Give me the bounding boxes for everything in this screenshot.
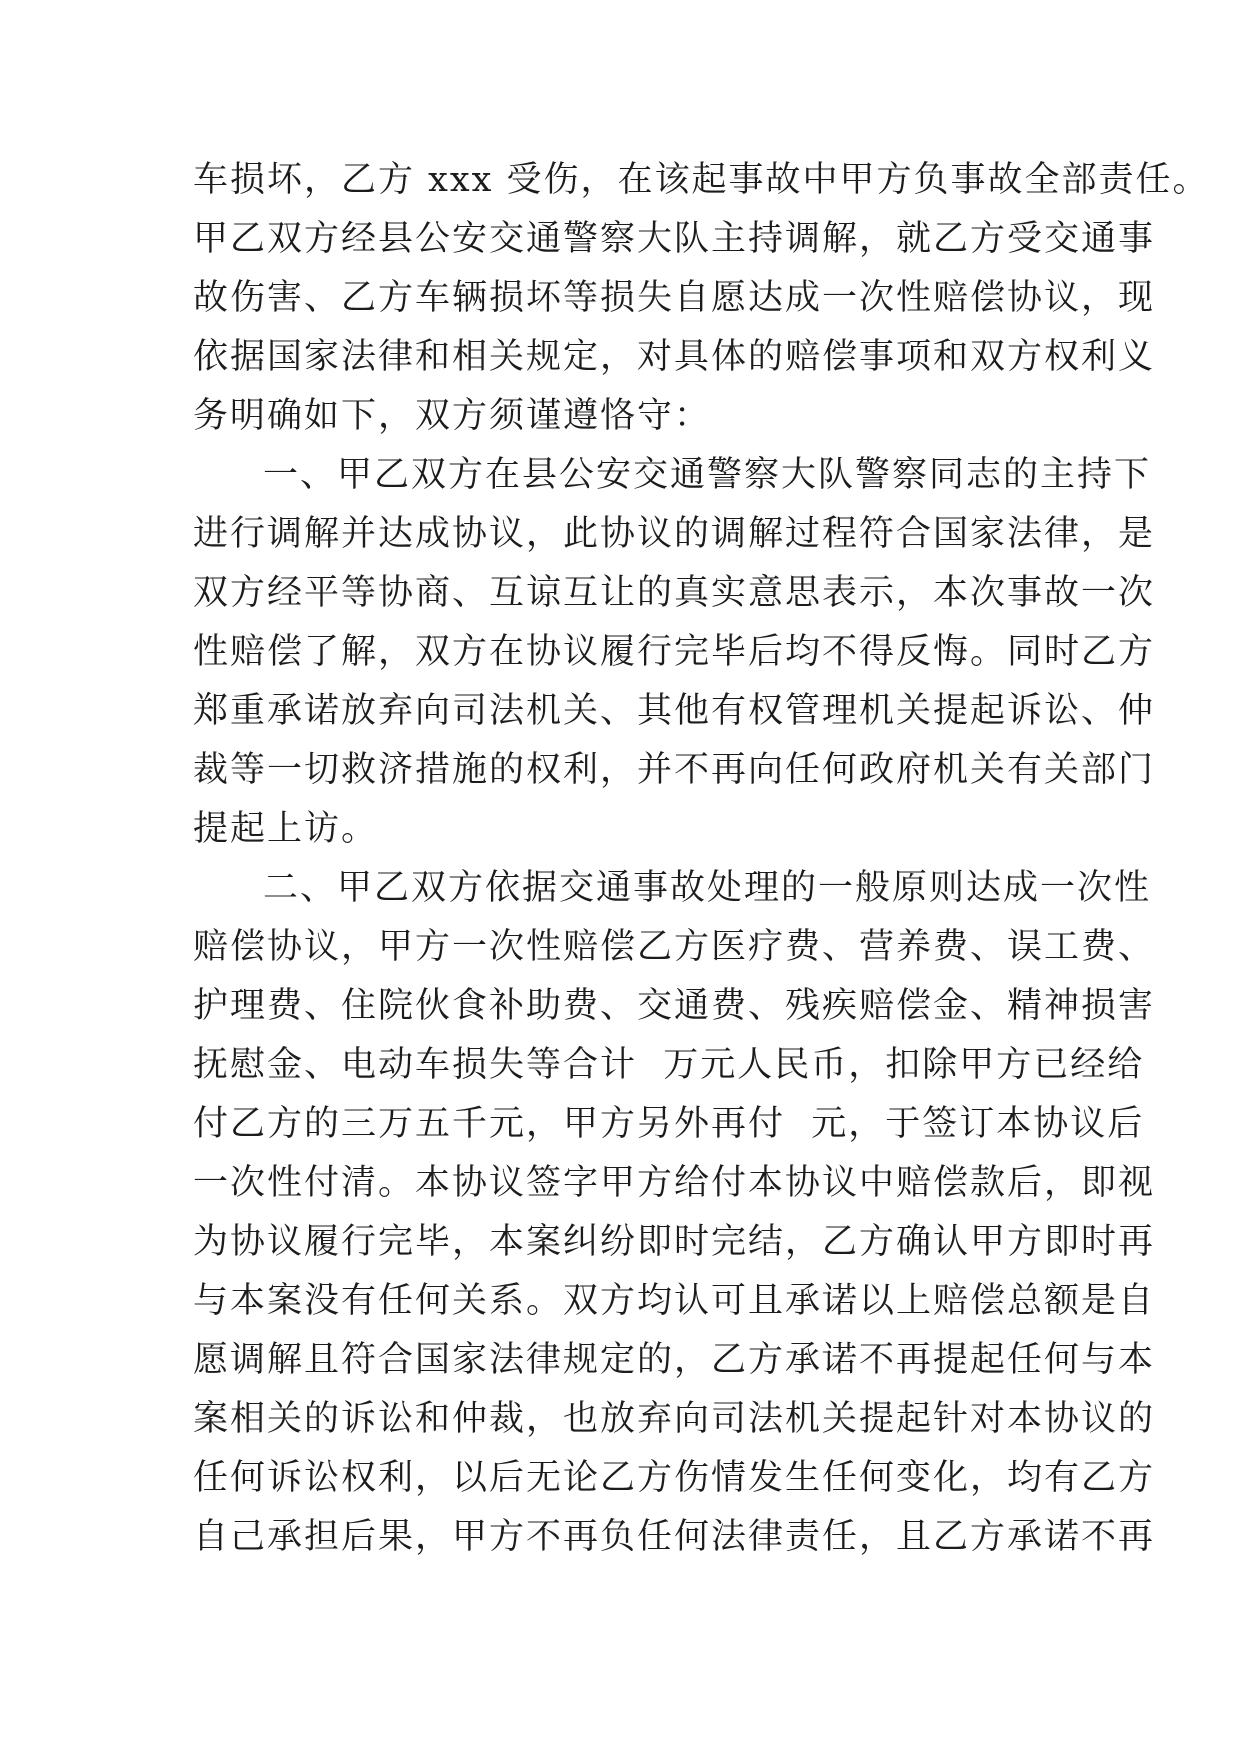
clause-one-first-line: 一、甲乙双方在县公安交通警察大队警察同志的主持下 <box>263 455 1152 495</box>
text-line: 双方经平等协商、互谅互让的真实意思表示，本次事故一次 <box>193 573 1156 613</box>
text-line: 付乙方的三万五千元，甲方另外再付 元，于签订本协议后 <box>193 1104 1145 1144</box>
text-line: 一次性付清。本协议签字甲方给付本协议中赔偿款后，即视 <box>193 1163 1156 1203</box>
text-line: 自己承担后果，甲方不再负任何法律责任，且乙方承诺不再 <box>193 1517 1156 1557</box>
text-line: 进行调解并达成协议，此协议的调解过程符合国家法律，是 <box>193 514 1156 554</box>
text-line: 车损坏，乙方 xxx 受伤，在该起事故中甲方负事故全部责任。 <box>193 160 1210 200</box>
text-line: 与本案没有任何关系。双方均认可且承诺以上赔偿总额是自 <box>193 1281 1156 1321</box>
text-line: 务明确如下，双方须谨遵恪守： <box>193 396 712 436</box>
text-line: 案相关的诉讼和仲裁，也放弃向司法机关提起针对本协议的 <box>193 1399 1156 1439</box>
text-line: 抚慰金、电动车损失等合计 万元人民币，扣除甲方已经给 <box>193 1045 1145 1085</box>
text-line: 依据国家法律和相关规定，对具体的赔偿事项和双方权利义 <box>193 337 1156 377</box>
text-line: 为协议履行完毕，本案纠纷即时完结，乙方确认甲方即时再 <box>193 1222 1156 1262</box>
text-line: 护理费、住院伙食补助费、交通费、残疾赔偿金、精神损害 <box>193 986 1156 1026</box>
text-line: 裁等一切救济措施的权利，并不再向任何政府机关有关部门 <box>193 750 1156 790</box>
agreement-body <box>193 151 1210 1567</box>
text-line: 甲乙双方经县公安交通警察大队主持调解，就乙方受交通事 <box>193 219 1156 259</box>
text-line: 性赔偿了解，双方在协议履行完毕后均不得反悔。同时乙方 <box>193 632 1156 672</box>
text-line: 赔偿协议，甲方一次性赔偿乙方医疗费、营养费、误工费、 <box>193 927 1156 967</box>
text-line: 故伤害、乙方车辆损坏等损失自愿达成一次性赔偿协议，现 <box>193 278 1156 318</box>
text-line: 愿调解且符合国家法律规定的，乙方承诺不再提起任何与本 <box>193 1340 1156 1380</box>
clause-two-first-line: 二、甲乙双方依据交通事故处理的一般原则达成一次性 <box>263 868 1152 908</box>
text-line: 提起上访。 <box>193 809 379 849</box>
text-line: 任何诉讼权利，以后无论乙方伤情发生任何变化，均有乙方 <box>193 1458 1156 1498</box>
text-line: 郑重承诺放弃向司法机关、其他有权管理机关提起诉讼、仲 <box>193 691 1156 731</box>
